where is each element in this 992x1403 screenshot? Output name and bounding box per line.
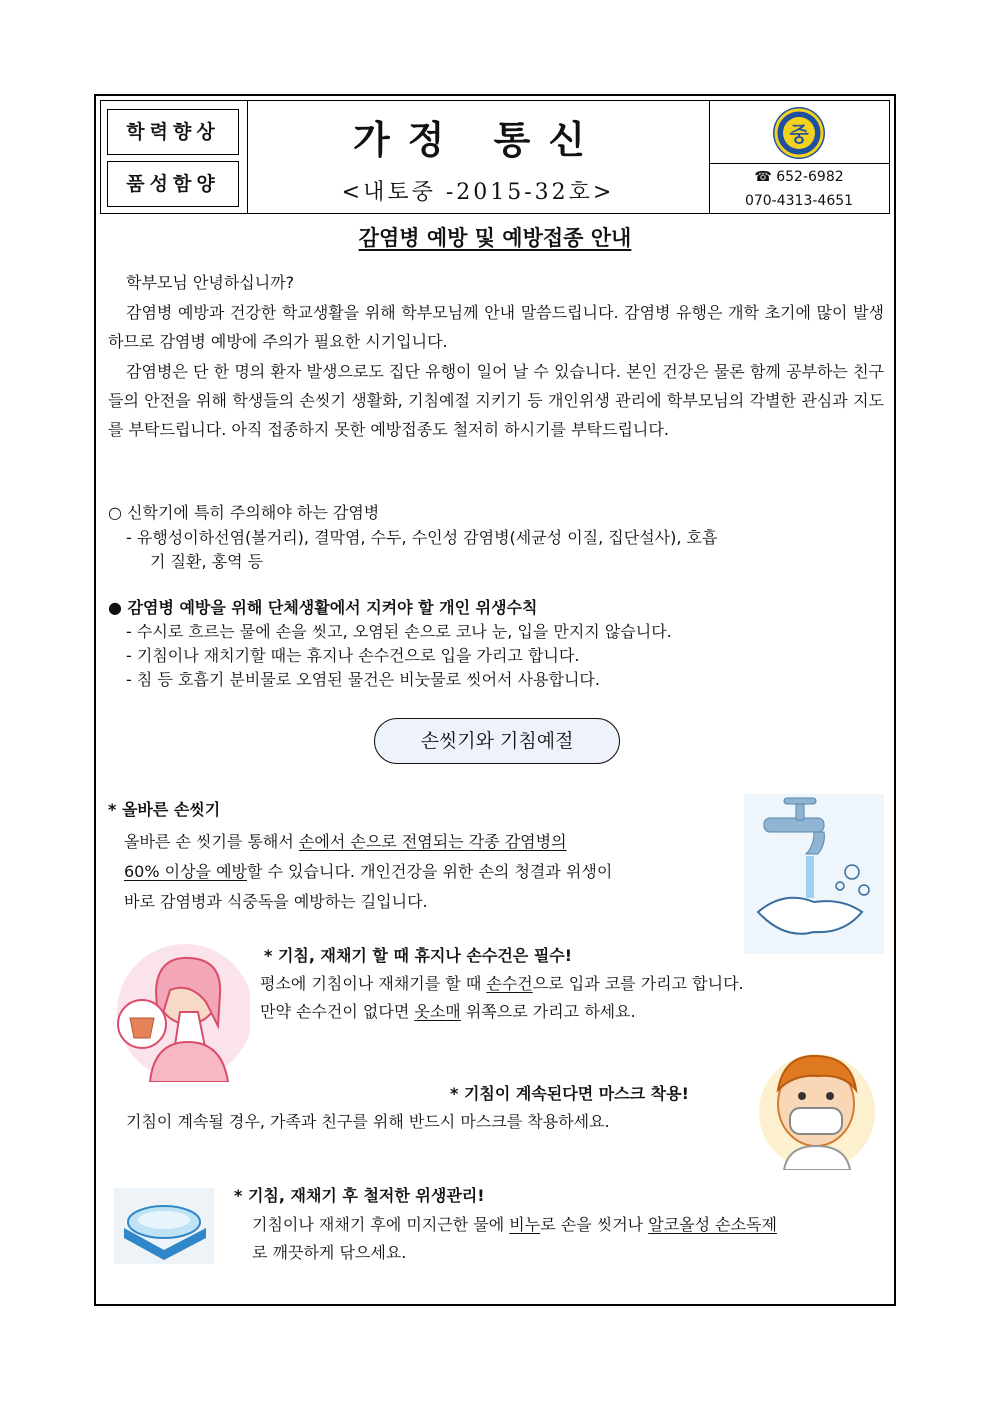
- page-frame: [94, 94, 896, 1306]
- motto-character: 품성함양: [107, 161, 239, 207]
- section-hygiene-rules-title: ● 감염병 예방을 위해 단체생활에서 지켜야 할 개인 위생수칙: [108, 598, 538, 617]
- hygiene-line-1: 기침이나 재채기 후에 미지근한 물에 비누로 손을 씻거나 알코올성 손소독제: [252, 1215, 777, 1234]
- section-banner: 손씻기와 기침예절: [374, 718, 620, 764]
- motto-academic: 학력향상: [107, 109, 239, 155]
- cough-line-1: 평소에 기침이나 재채기를 할 때 손수건으로 입과 코를 가리고 합니다.: [260, 974, 744, 993]
- handwashing-faucet-icon: [744, 794, 884, 954]
- motto-cell: [101, 101, 248, 213]
- handwash-line-1: 올바른 손 씻기를 통해서 손에서 손으로 전염되는 각종 감염병의: [124, 832, 567, 851]
- hygiene-rule: - 침 등 호흡기 분비물로 오염된 물건은 비눗물로 씻어서 사용합니다.: [126, 670, 600, 689]
- intro-paragraph-2: 감염병은 단 한 명의 환자 발생으로도 집단 유행이 일어 날 수 있습니다. 본인 건강은 물론 함께 공부하는 친구들의 안전을 위해 학생들의 손씻기 생활화, 기침예절 지키기 등 개인위생 관리에 학부모님의 각별한 관심과 지도를 부탁드립니다. 아직 접종하지 못한 예방접종도 철저히 하시기를 부탁드립니다.: [108, 362, 884, 439]
- hygiene-title: * 기침, 재채기 후 철저한 위생관리!: [234, 1186, 485, 1205]
- mask-title: * 기침이 계속된다면 마스크 착용!: [450, 1084, 689, 1103]
- infections-list-2: 기 질환, 홍역 등: [150, 552, 264, 571]
- logo-text: 중: [789, 122, 809, 146]
- hygiene-line-2: 로 깨끗하게 닦으세요.: [252, 1243, 407, 1262]
- soap-bar-icon: [114, 1188, 214, 1264]
- boy-with-mask-icon: [754, 1050, 880, 1170]
- title-cell: [247, 101, 710, 213]
- section-infections-title: ○ 신학기에 특히 주의해야 하는 감염병: [108, 503, 380, 522]
- coughing-girl-icon: [110, 942, 250, 1082]
- greeting: 학부모님 안녕하십니까?: [126, 273, 295, 292]
- infections-list-1: - 유행성이하선염(볼거리), 결막염, 수두, 수인성 감염병(세균성 이질, 집단설사), 호흡: [126, 528, 718, 547]
- newsletter-title: 가정 통신: [352, 117, 604, 162]
- mask-line-1: 기침이 계속될 경우, 가족과 친구를 위해 반드시 마스크를 착용하세요.: [126, 1112, 610, 1131]
- handwash-line-2: 60% 이상을 예방할 수 있습니다. 개인건강을 위한 손의 청결과 위생이: [124, 862, 613, 881]
- handwash-title: * 올바른 손씻기: [108, 800, 221, 819]
- intro-paragraph-1: 감염병 예방과 건강한 학교생활을 위해 학부모님께 안내 말씀드립니다. 감염병 유행은 개학 초기에 많이 발생하므로 감염병 예방에 주의가 필요한 시기입니다.: [108, 303, 884, 351]
- phone-secondary: 070-4313-4651: [744, 193, 854, 209]
- phone-main: ☎ 652-6982: [709, 163, 889, 190]
- contact-cell: [709, 101, 889, 213]
- school-logo-icon: [769, 105, 829, 161]
- hygiene-rule: - 수시로 흐르는 물에 손을 씻고, 오염된 손으로 코나 눈, 입을 만지지 않습니다.: [126, 622, 672, 641]
- issue-number: <내토중 -2015-32호>: [341, 180, 615, 205]
- main-heading: 감염병 예방 및 예방접종 안내: [358, 226, 632, 250]
- header-table: [100, 100, 890, 214]
- cough-line-2: 만약 손수건이 없다면 옷소매 위쪽으로 가리고 하세요.: [260, 1002, 636, 1021]
- handwash-line-3: 바로 감염병과 식중독을 예방하는 길입니다.: [124, 892, 428, 911]
- cough-title: * 기침, 재채기 할 때 휴지나 손수건은 필수!: [264, 946, 573, 965]
- hygiene-rule: - 기침이나 재치기할 때는 휴지나 손수건으로 입을 가리고 합니다.: [126, 646, 580, 665]
